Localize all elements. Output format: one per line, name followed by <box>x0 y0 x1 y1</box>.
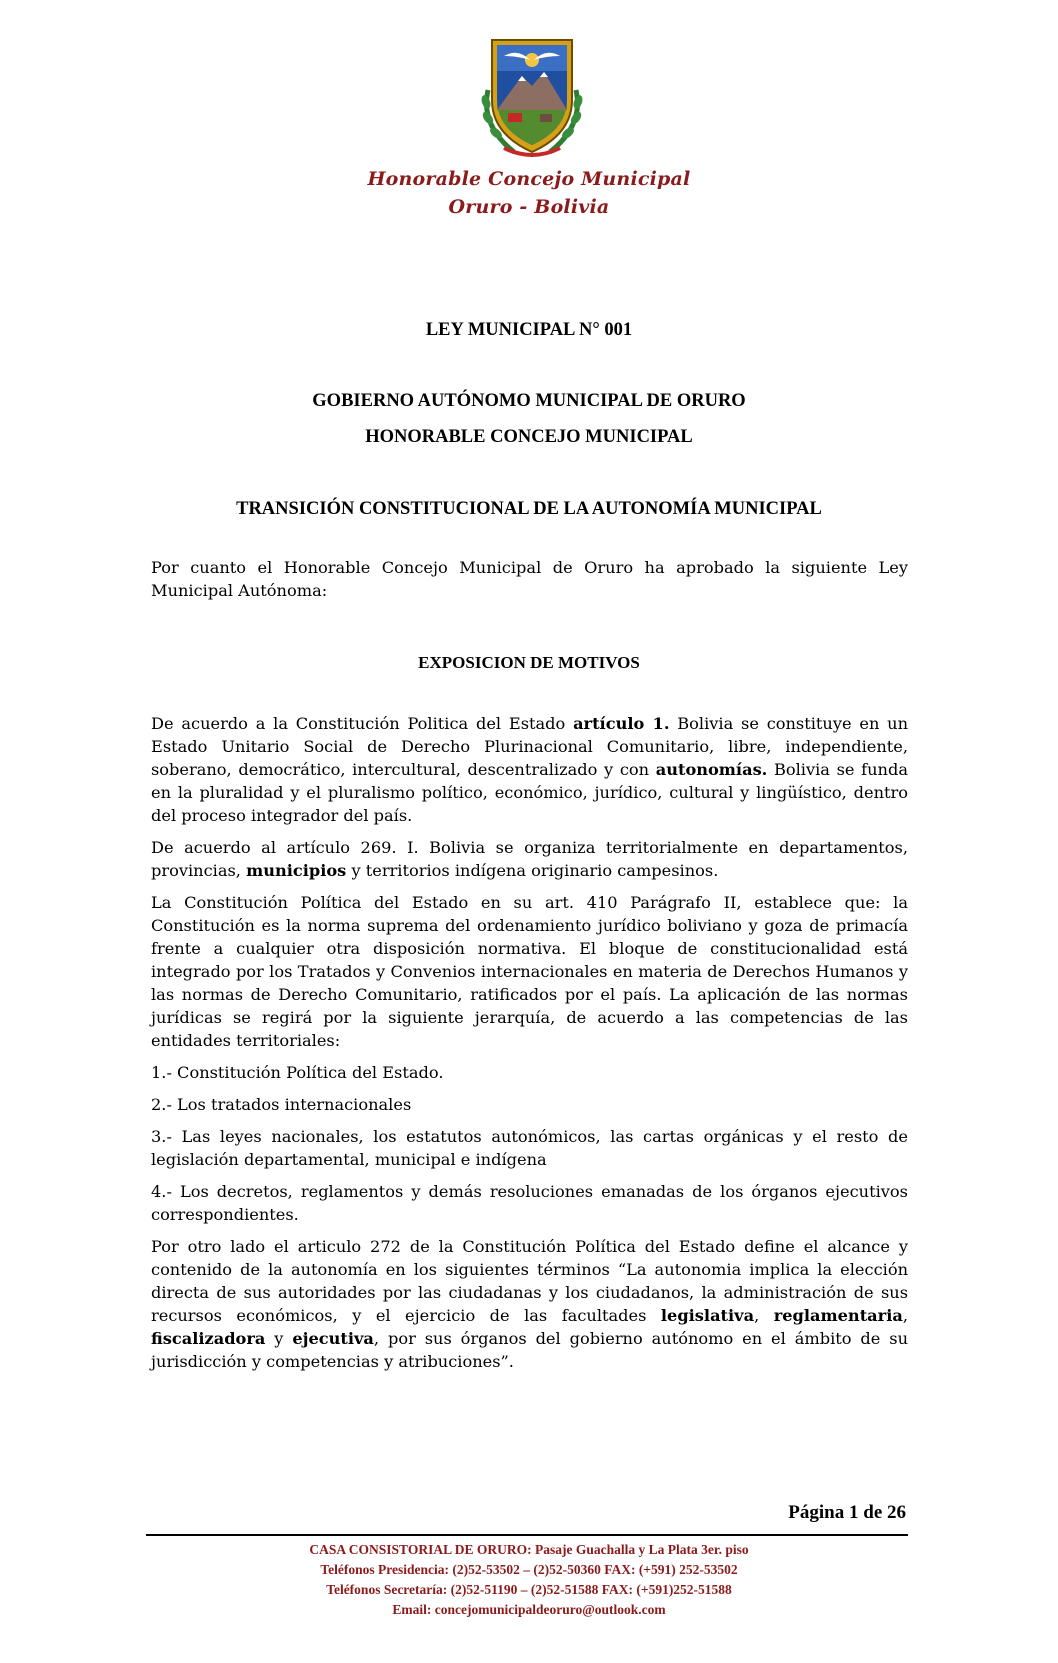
text-run: Bolivia se constituye en un Estado Unitario Social de Derecho Plurinacional Comunitario, libre, independiente, soberano, democrático, intercultural, descentralizado y con <box>151 714 909 779</box>
footer-divider <box>146 1534 908 1536</box>
bold-run: reglamentaria <box>773 1306 903 1325</box>
footer-email: Email: concejomunicipaldeoruro@outlook.com <box>392 1602 666 1617</box>
bold-run: artículo 1. <box>573 714 670 733</box>
law-subject-heading: TRANSICIÓN CONSTITUCIONAL DE LA AUTONOMÍA MUNICIPAL <box>236 499 822 519</box>
intro-paragraph: Por cuanto el Honorable Concejo Municipal de Oruro ha aprobado la siguiente Ley Municipal Autónoma: <box>151 558 908 600</box>
text-run: Bolivia se funda en la pluralidad y el pluralismo político, económico, jurídico, cultural y lingüístico, dentro del proceso integrador del país. <box>151 760 908 825</box>
hierarchy-item-2: 2.- Los tratados internacionales <box>151 1095 412 1114</box>
text-run: , <box>902 1306 908 1325</box>
hierarchy-item-3: 3.- Las leyes nacionales, los estatutos autonómicos, las cartas orgánicas y el resto de legislación departamental, municipal e indígena <box>151 1127 908 1169</box>
bold-run: municipios <box>246 861 347 880</box>
text-run: , <box>754 1306 774 1325</box>
bold-run: autonomías. <box>655 760 768 779</box>
text-run: y territorios indígena originario campesinos. <box>346 861 719 880</box>
text-run: De acuerdo al artículo 269. I. Bolivia se organiza territorialmente en departamentos, provincias, <box>151 838 908 880</box>
council-name: Honorable Concejo Municipal <box>367 168 691 190</box>
municipal-coat-of-arms-icon <box>474 30 590 164</box>
text-run: , por sus órganos del gobierno autónomo en el ámbito de su jurisdicción y competencias y atribuciones”. <box>151 1329 909 1371</box>
footer-address: CASA CONSISTORIAL DE ORURO: Pasaje Guachalla y La Plata 3er. piso <box>309 1542 749 1557</box>
section-heading: EXPOSICION DE MOTIVOS <box>418 653 640 672</box>
bold-run: legislativa <box>660 1306 755 1325</box>
footer-phones-presidency: Teléfonos Presidencia: (2)52-53502 – (2)52-50360 FAX: (+591) 252-53502 <box>320 1562 738 1577</box>
text-run: y <box>265 1329 293 1348</box>
hierarchy-item-4: 4.- Los decretos, reglamentos y demás resoluciones emanadas de los órganos ejecutivos correspondientes. <box>151 1182 908 1224</box>
council-location: Oruro - Bolivia <box>448 196 610 218</box>
paragraph-article-272 <box>151 1235 908 1373</box>
page-number: Página 1 de 26 <box>788 1502 906 1523</box>
council-heading: HONORABLE CONCEJO MUNICIPAL <box>365 427 693 447</box>
bold-run: ejecutiva <box>292 1329 374 1348</box>
paragraph-article-1 <box>151 712 908 827</box>
text-run: De acuerdo a la Constitución Politica del Estado <box>151 714 574 733</box>
hierarchy-item-1: 1.- Constitución Política del Estado. <box>151 1063 444 1082</box>
footer-phones-secretary: Teléfonos Secretaría: (2)52-51190 – (2)52-51588 FAX: (+591)252-51588 <box>326 1582 732 1597</box>
motives-body <box>151 712 908 1382</box>
government-heading: GOBIERNO AUTÓNOMO MUNICIPAL DE ORURO <box>312 391 746 411</box>
paragraph-article-410: La Constitución Política del Estado en su art. 410 Parágrafo II, establece que: la Constitución es la norma suprema del ordenamiento jurídico boliviano y goza de primacía frente a cualquier otra disposición normativa. El bloque de constitucionalidad está integrado por los Tratados y Convenios internacionales en materia de Derechos Humanos y las normas de Derecho Comunitario, ratificados por el país. La aplicación de las normas jurídicas se regirá por la siguiente jerarquía, de acuerdo a las competencias de las entidades territoriales: <box>151 893 908 1050</box>
paragraph-article-269 <box>151 836 908 882</box>
text-run: Por otro lado el articulo 272 de la Constitución Política del Estado define el alcance y contenido de la autonomía en los siguientes términos “La autonomia implica la elección directa de sus autoridades por las ciudadanas y los ciudadanos, la administración de sus recursos económicos, y el ejercicio de las facultades <box>151 1237 908 1325</box>
bold-run: fiscalizadora <box>151 1329 266 1348</box>
intro-block <box>151 556 908 611</box>
law-number-heading: LEY MUNICIPAL N° 001 <box>425 320 633 340</box>
